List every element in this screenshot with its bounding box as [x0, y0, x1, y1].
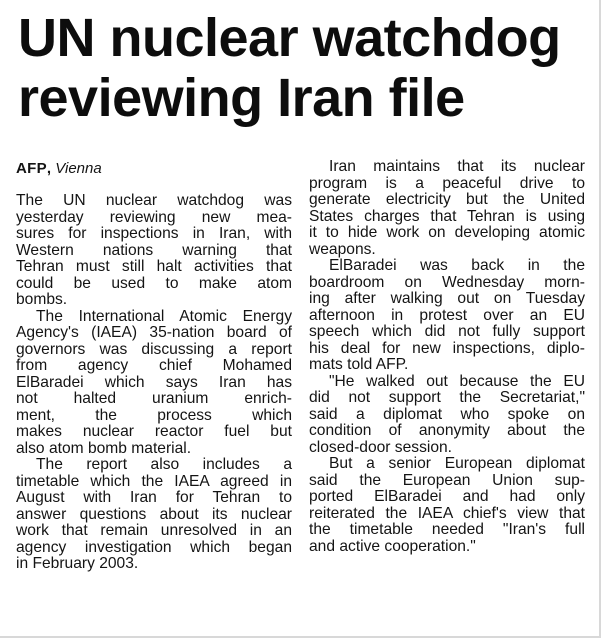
text-line: could be used to make atom — [16, 274, 292, 292]
text-line: it to hide work on developing atomic — [309, 224, 585, 241]
text-line: ElBaradei which says Iran has — [16, 373, 292, 391]
text-line: States charges that Tehran is using — [309, 207, 585, 225]
byline-separator: , — [46, 160, 52, 177]
paragraph — [16, 309, 292, 458]
text-line: afternoon in protest over an EU — [309, 306, 585, 324]
text-line: speech which did not fully support — [309, 323, 585, 340]
text-line: timetable which the IAEA agreed in — [16, 472, 292, 490]
paragraph — [309, 374, 585, 457]
text-line: generate electricity but the United — [309, 191, 585, 208]
text-line: said a diplomat who spoke on — [309, 405, 585, 423]
text-line: ment, the process which — [16, 406, 292, 424]
text-line: answer questions about its nuclear — [16, 505, 292, 523]
headline-line: UN nuclear watchdog — [18, 8, 561, 68]
text-line: But a senior European diplomat — [329, 455, 585, 472]
text-line: bombs. — [16, 291, 68, 308]
text-line: mats told AFP. — [309, 356, 409, 373]
text-line: Western nations warning that — [16, 241, 292, 259]
text-line: program is a peaceful drive to — [309, 174, 585, 192]
text-line: Iran maintains that its nuclear — [329, 158, 585, 175]
text-line: the timetable needed "Iran's full — [309, 521, 585, 538]
text-line: agency investigation which began — [16, 538, 292, 556]
paragraph — [309, 258, 585, 374]
text-line: said the European Union sup- — [309, 471, 585, 489]
text-line: reiterated the IAEA chief's view that — [309, 504, 585, 522]
headline-line: reviewing Iran file — [18, 68, 465, 128]
text-line: makes nuclear reactor fuel but — [16, 423, 292, 440]
byline-location: Vienna — [55, 160, 102, 177]
text-line: and active cooperation." — [309, 537, 476, 555]
text-line: The International Atomic Energy — [36, 307, 292, 325]
text-line: The UN nuclear watchdog was — [16, 192, 292, 209]
byline — [16, 160, 292, 177]
text-line: his deal for new inspections, diplo- — [309, 339, 585, 357]
text-line: from agency chief Mohamed — [16, 357, 292, 374]
text-line: work that remain unresolved in an — [16, 522, 292, 539]
text-line: not halted uranium enrich- — [16, 390, 292, 407]
text-line: closed-door session. — [309, 438, 453, 456]
text-line: governors was discussing a report — [16, 340, 292, 358]
paragraph — [16, 193, 292, 309]
byline-agency: AFP — [16, 160, 47, 177]
text-line: ElBaradei was back in the — [329, 257, 585, 274]
paragraph — [16, 457, 292, 573]
text-line: condition of anonymity about the — [309, 422, 585, 439]
text-line: also atom bomb material. — [16, 439, 192, 457]
text-line: The report also includes a — [36, 456, 292, 473]
text-line: August with Iran for Tehran to — [16, 489, 292, 506]
article-column-right — [309, 159, 585, 555]
text-line: ing after walking out on Tuesday — [309, 290, 585, 307]
text-line: sures for inspections in Iran, with — [16, 225, 292, 242]
article-column-left — [16, 160, 292, 573]
text-line: Tehran must still halt activities that — [16, 258, 292, 275]
text-line: did not support the Secretariat," — [309, 389, 585, 406]
text-line: weapons. — [309, 240, 376, 258]
paragraph — [309, 456, 585, 555]
text-line: "He walked out because the EU — [329, 372, 585, 390]
text-line: Agency's (IAEA) 35-nation board of — [16, 324, 292, 341]
headline — [18, 8, 588, 128]
paragraph — [309, 159, 585, 258]
text-line: ported ElBaradei and had only — [309, 488, 585, 505]
text-line: in February 2003. — [16, 555, 139, 572]
text-line: boardroom on Wednesday morn- — [309, 273, 585, 291]
text-line: yesterday reviewing new mea- — [16, 208, 292, 226]
